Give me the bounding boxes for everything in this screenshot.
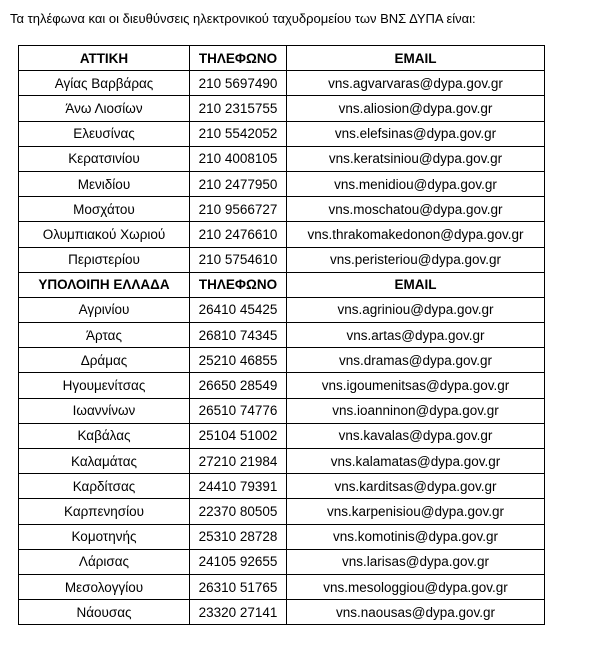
area-cell: Καβάλας [19,423,190,448]
email-cell[interactable]: vns.keratsiniou@dypa.gov.gr [287,146,545,171]
email-cell[interactable]: vns.moschatou@dypa.gov.gr [287,197,545,222]
section-header-row [19,272,545,297]
email-column-header: EMAIL [287,46,545,71]
phone-cell: 210 9566727 [190,197,287,222]
phone-cell: 26510 74776 [190,398,287,423]
intro-text: Τα τηλέφωνα και οι διευθύνσεις ηλεκτρονικού ταχυδρομείου των ΒΝΣ ΔΥΠΑ είναι: [10,11,476,26]
area-cell: Καρπενησίου [19,499,190,524]
area-cell: Ολυμπιακού Χωριού [19,222,190,247]
table-row [19,197,545,222]
email-cell[interactable]: vns.dramas@dypa.gov.gr [287,348,545,373]
email-cell[interactable]: vns.elefsinas@dypa.gov.gr [287,121,545,146]
table-row [19,398,545,423]
area-cell: Δράμας [19,348,190,373]
area-cell: Καρδίτσας [19,474,190,499]
table-row [19,71,545,96]
area-cell: Άνω Λιοσίων [19,96,190,121]
table-row [19,373,545,398]
email-cell[interactable]: vns.menidiou@dypa.gov.gr [287,171,545,196]
area-cell: Περιστερίου [19,247,190,272]
phone-column-header: ΤΗΛΕΦΩΝΟ [190,272,287,297]
area-cell: Νάουσας [19,600,190,625]
email-cell[interactable]: vns.agvarvaras@dypa.gov.gr [287,71,545,96]
area-cell: Κερατσινίου [19,146,190,171]
table-row [19,348,545,373]
email-cell[interactable]: vns.karpenisiou@dypa.gov.gr [287,499,545,524]
table-row [19,96,545,121]
table-row [19,574,545,599]
table-row [19,323,545,348]
email-cell[interactable]: vns.igoumenitsas@dypa.gov.gr [287,373,545,398]
area-cell: Λάρισας [19,549,190,574]
phone-cell: 210 2315755 [190,96,287,121]
area-column-header: ΥΠΟΛΟΙΠΗ ΕΛΛΑΔΑ [19,272,190,297]
area-cell: Μεσολογγίου [19,574,190,599]
area-cell: Μοσχάτου [19,197,190,222]
email-cell[interactable]: vns.naousas@dypa.gov.gr [287,600,545,625]
phone-column-header: ΤΗΛΕΦΩΝΟ [190,46,287,71]
area-column-header: ΑΤΤΙΚΗ [19,46,190,71]
phone-cell: 210 2476610 [190,222,287,247]
phone-cell: 25104 51002 [190,423,287,448]
table-row [19,474,545,499]
email-cell[interactable]: vns.ioanninon@dypa.gov.gr [287,398,545,423]
section-header-row [19,46,545,71]
table-row [19,549,545,574]
table-row [19,600,545,625]
email-cell[interactable]: vns.artas@dypa.gov.gr [287,323,545,348]
phone-cell: 24105 92655 [190,549,287,574]
table-row [19,121,545,146]
email-cell[interactable]: vns.kalamatas@dypa.gov.gr [287,449,545,474]
email-cell[interactable]: vns.thrakomakedonon@dypa.gov.gr [287,222,545,247]
area-cell: Αγρινίου [19,297,190,322]
email-cell[interactable]: vns.komotinis@dypa.gov.gr [287,524,545,549]
phone-cell: 210 2477950 [190,171,287,196]
table-row [19,247,545,272]
email-cell[interactable]: vns.peristeriou@dypa.gov.gr [287,247,545,272]
area-cell: Μενιδίου [19,171,190,196]
phone-cell: 25310 28728 [190,524,287,549]
table-row [19,524,545,549]
table-row [19,146,545,171]
table-row [19,222,545,247]
contacts-table [18,45,545,625]
area-cell: Ιωαννίνων [19,398,190,423]
phone-cell: 22370 80505 [190,499,287,524]
phone-cell: 25210 46855 [190,348,287,373]
phone-cell: 26310 51765 [190,574,287,599]
email-cell[interactable]: vns.kavalas@dypa.gov.gr [287,423,545,448]
phone-cell: 26810 74345 [190,323,287,348]
phone-cell: 27210 21984 [190,449,287,474]
phone-cell: 24410 79391 [190,474,287,499]
phone-cell: 210 5542052 [190,121,287,146]
email-cell[interactable]: vns.agriniou@dypa.gov.gr [287,297,545,322]
table-row [19,449,545,474]
phone-cell: 210 4008105 [190,146,287,171]
phone-cell: 26650 28549 [190,373,287,398]
phone-cell: 26410 45425 [190,297,287,322]
area-cell: Αγίας Βαρβάρας [19,71,190,96]
phone-cell: 23320 27141 [190,600,287,625]
email-cell[interactable]: vns.karditsas@dypa.gov.gr [287,474,545,499]
table-row [19,499,545,524]
area-cell: Ελευσίνας [19,121,190,146]
area-cell: Ηγουμενίτσας [19,373,190,398]
email-cell[interactable]: vns.larisas@dypa.gov.gr [287,549,545,574]
table-row [19,171,545,196]
area-cell: Κομοτηνής [19,524,190,549]
table-row [19,423,545,448]
email-cell[interactable]: vns.mesologgiou@dypa.gov.gr [287,574,545,599]
email-column-header: EMAIL [287,272,545,297]
phone-cell: 210 5754610 [190,247,287,272]
table-row [19,297,545,322]
contacts-table-body [19,46,545,625]
phone-cell: 210 5697490 [190,71,287,96]
area-cell: Καλαμάτας [19,449,190,474]
email-cell[interactable]: vns.aliosion@dypa.gov.gr [287,96,545,121]
area-cell: Άρτας [19,323,190,348]
